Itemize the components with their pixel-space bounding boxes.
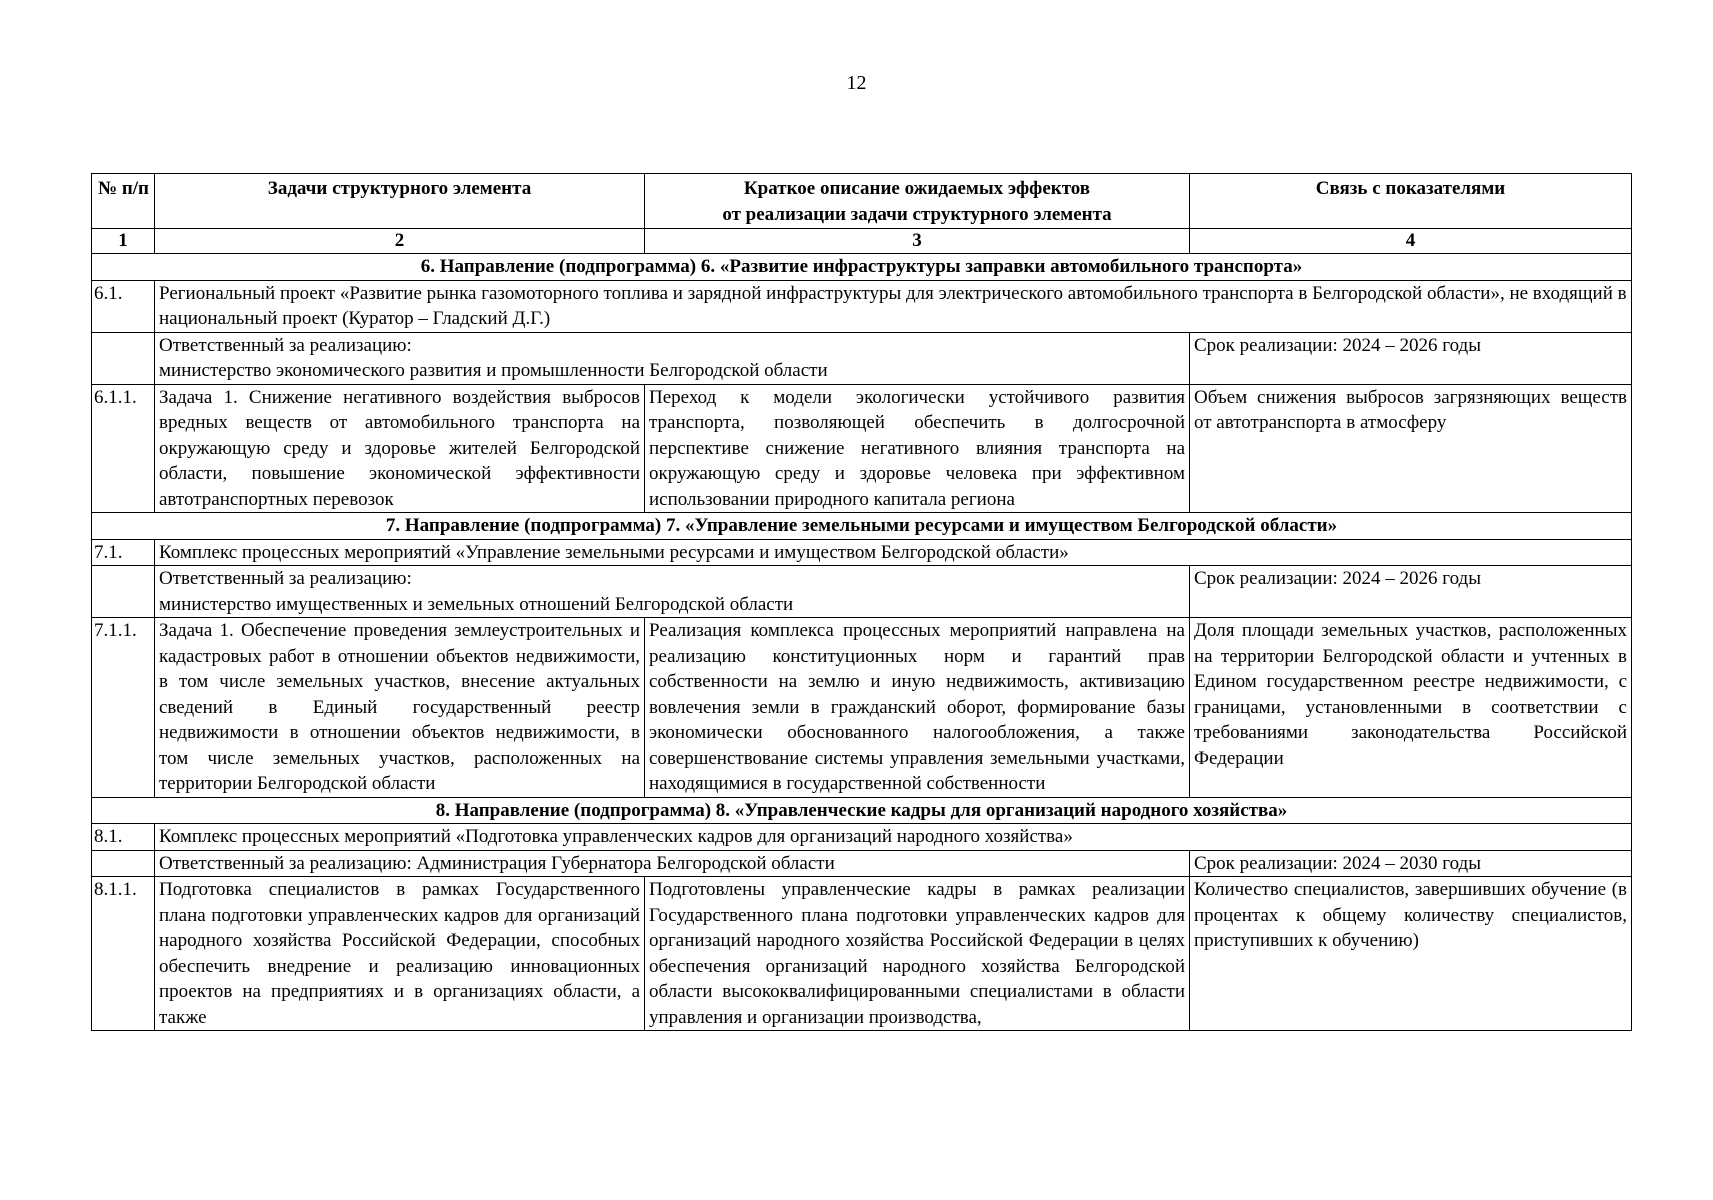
column-number-1: 1 [92,229,155,254]
task-8-1-1-text: Подготовка специалистов в рамках Государственного плана подготовки управленческих кадров для организаций народного хозяйства Российской Федерации, способных обеспечить внедрение и реализацию инновационных проектов на предприятиях и в организациях области, а также [155,877,645,1031]
responsible-7-cell [155,566,1190,618]
task-6-1-1-number: 6.1.1. [92,384,155,513]
task-8-1-1-number: 8.1.1. [92,877,155,1031]
section-7-title: 7. Направление (подпрограмма) 7. «Управление земельными ресурсами и имуществом Белгородской области» [92,513,1632,540]
task-8-1-1-indicator: Количество специалистов, завершивших обучение (в процентах к общему количеству специалистов, приступивших к обучению) [1190,877,1632,1031]
responsible-8-row [92,850,1632,877]
header-indicators: Связь с показателями [1190,174,1632,229]
task-6-1-1-text: Задача 1. Снижение негативного воздействия выбросов вредных веществ от автомобильного транспорта на окружающую среду и здоровье жителей Белгородской области, повышение экономической эффективности автотранспортных перевозок [155,384,645,513]
project-8-1-row [92,824,1632,851]
project-7-1-row [92,539,1632,566]
project-6-1-text: Региональный проект «Развитие рынка газомоторного топлива и зарядной инфраструктуры для электрического автомобильного транспорта в Белгородской области», не входящий в национальный проект (Куратор – Гладский Д.Г.) [155,280,1632,332]
header-effects-line1: Краткое описание ожидаемых эффектов [743,178,1091,199]
responsible-6-label: Ответственный за реализацию: [159,334,412,356]
task-6-1-1-indicator: Объем снижения выбросов загрязняющих веществ от автотранспорта в атмосферу [1190,384,1632,513]
section-8-row [92,797,1632,824]
header-number: № п/п [92,174,155,229]
responsible-8-empty [92,850,155,877]
table-header-row [92,174,1632,229]
column-number-2: 2 [155,229,645,254]
header-tasks: Задачи структурного элемента [155,174,645,229]
header-effects [645,174,1190,229]
section-6-title: 6. Направление (подпрограмма) 6. «Развитие инфраструктуры заправки автомобильного транспорта» [92,254,1632,281]
column-number-3: 3 [645,229,1190,254]
task-7-1-1-text: Задача 1. Обеспечение проведения землеустроительных и кадастровых работ в отношении объектов недвижимости, в том числе земельных участков, внесение актуальных сведений в Единый государственный реестр недвижимости в отношении объектов недвижимости, в том числе земельных участков, расположенных на территории Белгородской области [155,618,645,798]
responsible-7-org: министерство имущественных и земельных отношений Белгородской области [159,593,794,615]
responsible-6-empty [92,332,155,384]
project-8-1-text: Комплекс процессных мероприятий «Подготовка управленческих кадров для организаций народного хозяйства» [155,824,1632,851]
responsible-7-empty [92,566,155,618]
project-7-1-text: Комплекс процессных мероприятий «Управление земельными ресурсами и имуществом Белгородской области» [155,539,1632,566]
task-7-1-1-indicator: Доля площади земельных участков, расположенных на территории Белгородской области и учтенных в Едином государственном реестре недвижимости, с границами, установленными в соответствии с требованиями законодательства Российской Федерации [1190,618,1632,798]
project-8-1-number: 8.1. [92,824,155,851]
section-7-row [92,513,1632,540]
task-6-1-1-row [92,384,1632,513]
project-6-1-number: 6.1. [92,280,155,332]
project-6-1-row [92,280,1632,332]
project-7-1-number: 7.1. [92,539,155,566]
section-8-title: 8. Направление (подпрограмма) 8. «Управленческие кадры для организаций народного хозяйства» [92,797,1632,824]
page-number: 12 [846,72,867,94]
section-6-row [92,254,1632,281]
structural-element-table [91,173,1632,1031]
task-7-1-1-effect: Реализация комплекса процессных мероприятий направлена на реализацию конституционных норм и гарантий прав собственности на землю и иную недвижимость, активизацию вовлечения земли в гражданский оборот, формирование базы экономически обоснованного налогообложения, а также совершенствование системы управления земельными участками, находящимися в государственной собственности [645,618,1190,798]
task-7-1-1-row [92,618,1632,798]
task-7-1-1-number: 7.1.1. [92,618,155,798]
task-6-1-1-effect: Переход к модели экологически устойчивого развития транспорта, позволяющей обеспечить в долгосрочной перспективе снижение негативного влияния транспорта на окружающую среду и здоровье человека при эффективном использовании природного капитала региона [645,384,1190,513]
task-8-1-1-effect: Подготовлены управленческие кадры в рамках реализации Государственного плана подготовки управленческих кадров для организаций народного хозяйства Российской Федерации в целях обеспечения организаций народного хозяйства Белгородской области высококвалифицированными специалистами в области управления и организации производства, [645,877,1190,1031]
responsible-7-label: Ответственный за реализацию: [159,568,412,589]
task-8-1-1-row [92,877,1632,1031]
term-8: Срок реализации: 2024 – 2030 годы [1190,850,1632,877]
column-number-4: 4 [1190,229,1632,254]
term-7: Срок реализации: 2024 – 2026 годы [1190,566,1632,618]
column-number-row [92,229,1632,254]
responsible-6-row [92,332,1632,384]
term-6: Срок реализации: 2024 – 2026 годы [1190,332,1632,384]
responsible-6-org: министерство экономического развития и промышленности Белгородской области [159,360,828,381]
responsible-6-cell [155,332,1190,384]
header-effects-line2: от реализации задачи структурного элемента [722,203,1112,225]
responsible-7-row [92,566,1632,618]
responsible-8-cell: Ответственный за реализацию: Администрация Губернатора Белгородской области [155,850,1190,877]
